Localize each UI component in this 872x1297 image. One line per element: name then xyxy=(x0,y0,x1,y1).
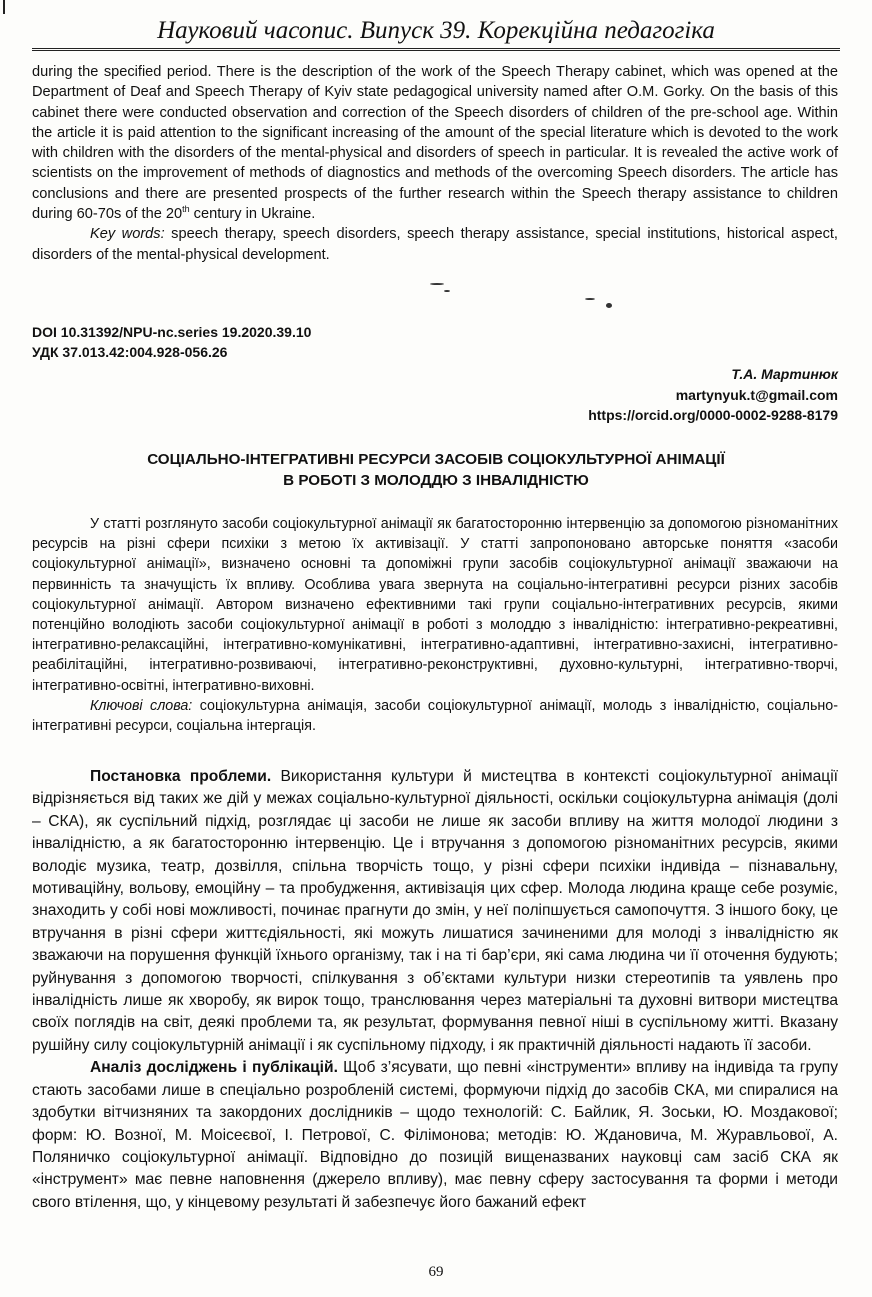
scan-speck xyxy=(585,298,595,300)
scan-edge-mark xyxy=(3,0,5,14)
keywords-text: speech therapy, speech disorders, speech therapy assistance, special institutions, historical aspect, disorders of the mental-physical development. xyxy=(32,226,838,263)
keywords-label: Ключові слова: xyxy=(90,697,193,714)
page-number: 69 xyxy=(428,1264,444,1280)
keywords-text: соціокультурна анімація, засоби соціокультурної анімації, молодь з інвалідністю, соціально-інтегративні ресурси, соціальна інтергація. xyxy=(32,697,838,735)
ukrainian-abstract xyxy=(32,514,838,736)
ukrainian-abstract-body: У статті розглянуто засоби соціокультурної анімації як багатосторонню інтервенцію за допомогою різноманітних ресурсів на різні сфери психіки з метою їх активізації. У статті запропоновано авторське поняття «засоби соціокультурної анімації», визначено основні та допоміжні групи засобів соціокультурної анімації зважаючи на первинність та значущість їх впливу. Особлива увага звернута на соціально-інтегративні ресурси різних засобів соціокультурної анімації. Автором визначено ефективними такі групи соціально-інтегративних ресурсів, якими потенційно володіють засоби соціокультурної анімації в роботі з молоддю з інвалідністю: інтегративно-рекреативні, інтегративно-релаксаційні, інтегративно-комунікативні, інтегративно-адаптивні, інтегративно-захисні, інтегративно-реабілітаційні, інтегративно-розвиваючі, інтегративно-реконструктивні, духовно-культурні, інтегративно-творчі, інтегративно-освітні, інтегративно-виховні. xyxy=(32,516,838,694)
article-title xyxy=(60,449,812,491)
identifiers xyxy=(32,322,838,362)
author-name: Т.А. Мартинюк xyxy=(731,366,838,382)
english-keywords xyxy=(32,224,838,265)
section-heading: Аналіз досліджень і публікацій. xyxy=(90,1059,338,1077)
author-email[interactable]: martynyuk.t@gmail.com xyxy=(675,386,838,403)
english-abstract xyxy=(32,62,838,265)
author-orcid[interactable]: https://orcid.org/0000-0002-9288-8179 xyxy=(588,407,838,423)
scan-speck xyxy=(430,283,444,285)
article-title-line2: В РОБОТІ З МОЛОДДЮ З ІНВАЛІДНІСТЮ xyxy=(283,472,589,489)
article-body xyxy=(32,766,838,1214)
author-block xyxy=(32,364,838,426)
paragraph-literature-review: Аналіз досліджень і публікацій. Щоб з’ясувати, що певні «інструменти» впливу на індивіда та групу стають засобами лише в спеціально розробленій системі, формуючи підхід до засобів СКА, ми спиралися на здобутки вітчизняних та закордоних дослідників – щодо технологій: С. Байлик, Я. Зоськи, Ю. Моздакової; форм: Ю. Возної, М. Моісеєвої, І. Петрової, С. Філімонова; методів: Ю. Ждановича, М. Журавльової, А. Поляничко соціокультурної анімації. Відповідно до позицій вищеназваних науковці сам засіб СКА як «інструмент» має певне наповнення (джерело впливу), має певну сферу застосування та форми і методи свого втілення, що, у кінцевому результаті й забезпечує його бажаний ефект xyxy=(32,1059,838,1211)
english-abstract-body: during the specified period. There is the description of the work of the Speech Therapy cabinet, which was opened at the Department of Deaf and Speech Therapy of Kyiv state pedagogical university named after O.M. Gorky. On the basis of this cabinet there were conducted observation and correction of the Speech disorders of children of the pre-school age. Within the article it is paid attention to the significant increasing of the amount of the special literature which is devoted to the work with children with the disorders of the mental-physical and disorders of speech in particular. It is revealed the active work of scientists on the improvement of methods of diagnostics and methods of the overcoming Speech disorders. The article has conclusions and there are presented prospects of the further research within the Speech therapy assistance to children during 60-70s of the 20th century in Ukraine. xyxy=(32,64,838,223)
article-title-line1: СОЦІАЛЬНО-ІНТЕГРАТИВНІ РЕСУРСИ ЗАСОБІВ СОЦІОКУЛЬТУРНОЇ АНІМАЦІЇ xyxy=(147,451,725,468)
ukrainian-keywords xyxy=(32,696,838,736)
paragraph-problem-statement: Постановка проблеми. Використання культури й мистецтва в контексті соціокультурної анімації відрізняється від таких же дій у межах соціально-культурної діяльності, оскільки соціокультурна анімація (долі – СКА), як суспільний підхід, розглядає ці засоби не лише як засоби впливу на життя молодої людини з інвалідністю, а як багатосторонню інтервенцію. Це і втручання з допомогою різноманітних ресурсів, якими володіє музика, театр, дозвілля, спільна творчість тощо, у різні сфери психіки індивіда – пізнавальну, мотиваційну, вольову, емоційну – та пробудження, активізація цих сфер. Молода людина краще себе розуміє, знаходить у собі нові можливості, починає прагнути до змін, у неї поліпшується самопочуття. З іншого боку, це втручання в різні сфери життєдіяльності, які можуть лишатися зачиненими для молоді з інвалідністю як зважаючи на порушення функцій їхнього організму, так і на ті бар’єри, які сама людина чи її оточення будують; руйнування з допомогою творчості, спілкування з об’єктами культури низки стереотипів та уявлень про інвалідність лише як хворобу, як вирок тощо, транслювання через матеріальні та духовні витвори мистецтва своїх поглядів на світ, деякі проблеми та, як результат, формування певної ніші в суспільному житті. Вказану рушійну силу соціокультурній анімації і як суспільному підходу, і як практичній діяльності надають її засоби. xyxy=(32,768,839,1054)
scan-speck xyxy=(444,290,450,292)
scan-speck xyxy=(606,303,612,308)
doi: DOI 10.31392/NPU-nc.series 19.2020.39.10 xyxy=(32,324,312,340)
section-heading: Постановка проблеми. xyxy=(90,768,272,785)
udk: УДК 37.013.42:004.928-056.26 xyxy=(32,344,228,360)
keywords-label: Key words: xyxy=(90,226,165,243)
running-head: Науковий часопис. Випуск 39. Корекційна педагогіка xyxy=(32,14,840,51)
